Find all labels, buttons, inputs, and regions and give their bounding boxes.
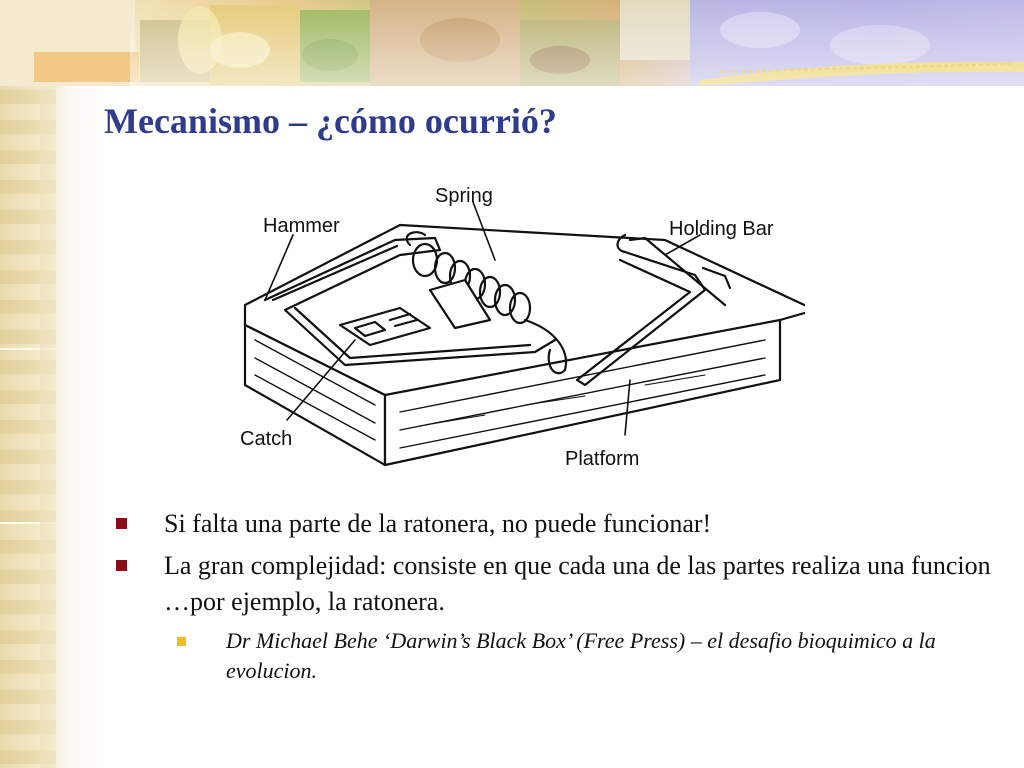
label-catch: Catch [240,428,293,450]
label-hammer: Hammer [263,215,340,237]
slide-title: Mecanismo – ¿cómo ocurrió? [104,101,557,141]
sub-bullet-marker [177,637,186,646]
strip-divider [0,522,56,524]
sub-bullet-text: Dr Michael Behe ‘Darwin’s Black Box’ (Free Press) – el desafio bioquimico a la evolucion. [226,628,936,683]
bullet-marker [116,560,127,571]
mousetrap-diagram [225,180,805,480]
label-platform: Platform [565,448,640,470]
bullet-text: Si falta una parte de la ratonera, no puede funcionar! [164,509,712,538]
decorative-banner [0,0,1024,86]
sub-bullet-item [112,626,1002,686]
bullet-text: La gran complejidad: consiste en que cada una de las partes realiza una funcion …por ejemplo, la ratonera. [164,551,991,616]
label-spring: Spring [435,185,493,207]
bullet-item [112,548,1002,620]
bullet-item [112,506,1002,542]
decorative-left-strip [0,0,56,768]
label-holding-bar: Holding Bar [669,218,774,240]
bullet-marker [116,518,127,529]
strip-divider [0,348,56,350]
bullet-list [112,506,1002,686]
